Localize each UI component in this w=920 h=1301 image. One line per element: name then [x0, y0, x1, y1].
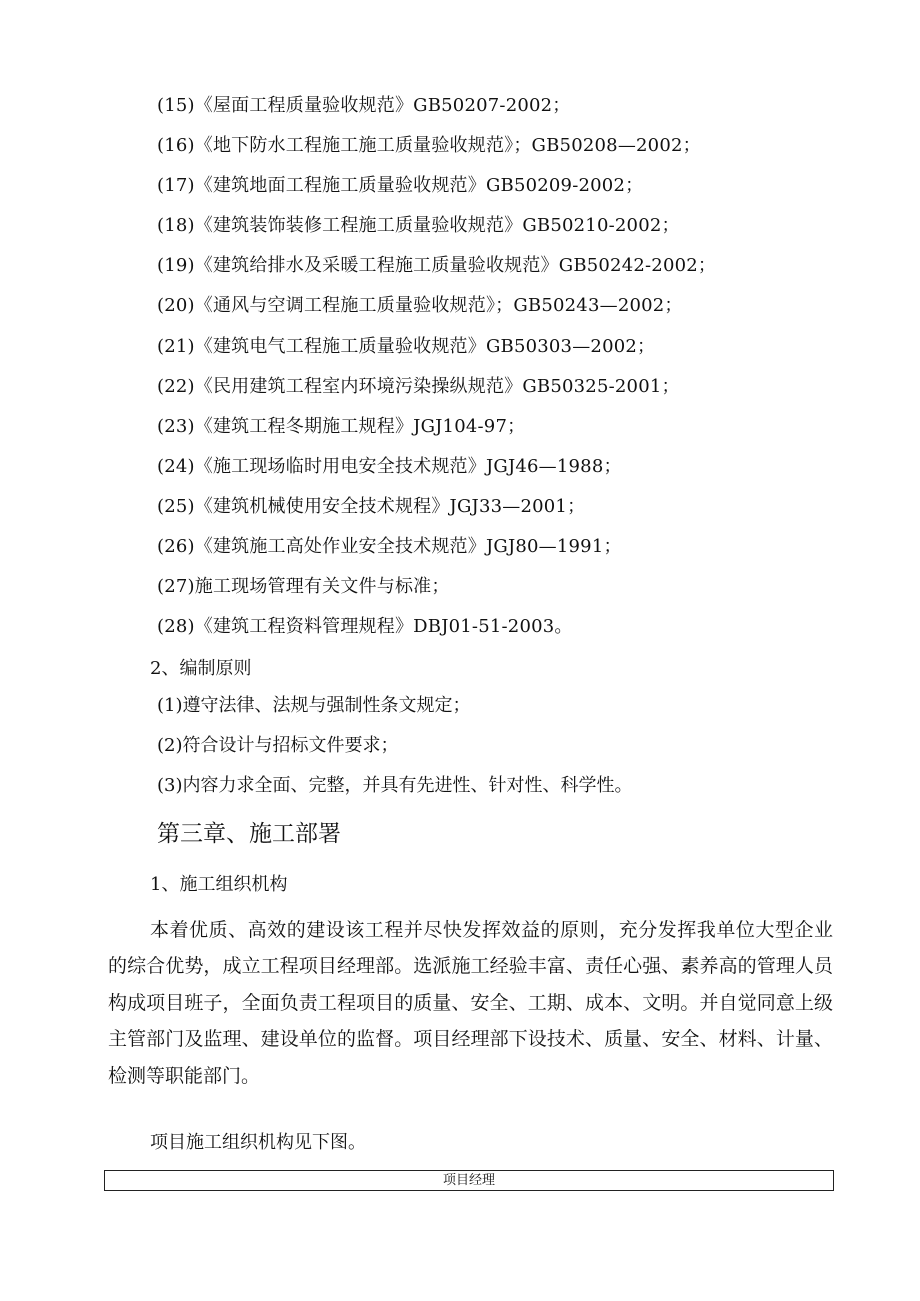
reference-item-20: (20)《通风与空调工程施工质量验收规范》；GB50243—2002； [157, 295, 683, 317]
reference-item-18: (18)《建筑装饰装修工程施工质量验收规范》GB50210-2002； [157, 215, 680, 237]
reference-item-21: (21)《建筑电气工程施工质量验收规范》GB50303—2002； [157, 335, 656, 357]
reference-item-25: (25)《建筑机械使用安全技术规程》JGJ33—2001； [157, 495, 586, 517]
reference-item-26: (26)《建筑施工高处作业安全技术规范》JGJ80—1991； [157, 536, 622, 558]
figure-caption: 项目施工组织机构见下图。 [150, 1132, 366, 1153]
subsection-heading-organization: 1、施工组织机构 [150, 874, 288, 895]
reference-item-22: (22)《民用建筑工程室内环境污染操纵规范》GB50325-2001； [157, 375, 680, 397]
principle-item-1: (1)遵守法律、法规与强制性条文规定； [157, 695, 471, 716]
reference-item-16: (16)《地下防水工程施工施工质量验收规范》；GB50208—2002； [157, 135, 701, 157]
section-heading-principles: 2、编制原则 [150, 658, 252, 679]
org-chart-project-manager-box: 项目经理 [104, 1170, 834, 1191]
reference-item-19: (19)《建筑给排水及采暖工程施工质量验收规范》GB50242-2002； [157, 255, 717, 277]
principle-item-2: (2)符合设计与招标文件要求； [157, 735, 399, 756]
organization-paragraph: 本着优质、高效的建设该工程并尽快发挥效益的原则，充分发挥我单位大型企业的综合优势，成立工程项目经理部。选派施工经验丰富、责任心强、素养高的管理人员构成项目班子，全面负责工程项目的质量、安全、工期、成本、文明。并自觉同意上级主管部门及监理、建设单位的监督。项目经理部下设技术、质量、安全、材料、计量、检测等职能部门。 [108, 919, 833, 1087]
reference-item-27: (27)施工现场管理有关文件与标准； [157, 576, 450, 598]
reference-item-15: (15)《屋面工程质量验收规范》GB50207-2002； [157, 95, 571, 116]
chapter-title: 第三章、施工部署 [157, 821, 341, 847]
principle-item-3: (3)内容力求全面、完整，并具有先进性、针对性、科学性。 [157, 775, 633, 796]
reference-item-23: (23)《建筑工程冬期施工规程》JGJ104-97； [157, 415, 526, 437]
principles-list [157, 690, 633, 810]
reference-item-24: (24)《施工现场临时用电安全技术规范》JGJ46—1988； [157, 455, 622, 477]
standards-reference-list [157, 90, 857, 651]
reference-item-28: (28)《建筑工程资料管理规程》DBJ01-51-2003。 [157, 616, 573, 638]
reference-item-17: (17)《建筑地面工程施工质量验收规范》GB50209-2002； [157, 175, 644, 197]
